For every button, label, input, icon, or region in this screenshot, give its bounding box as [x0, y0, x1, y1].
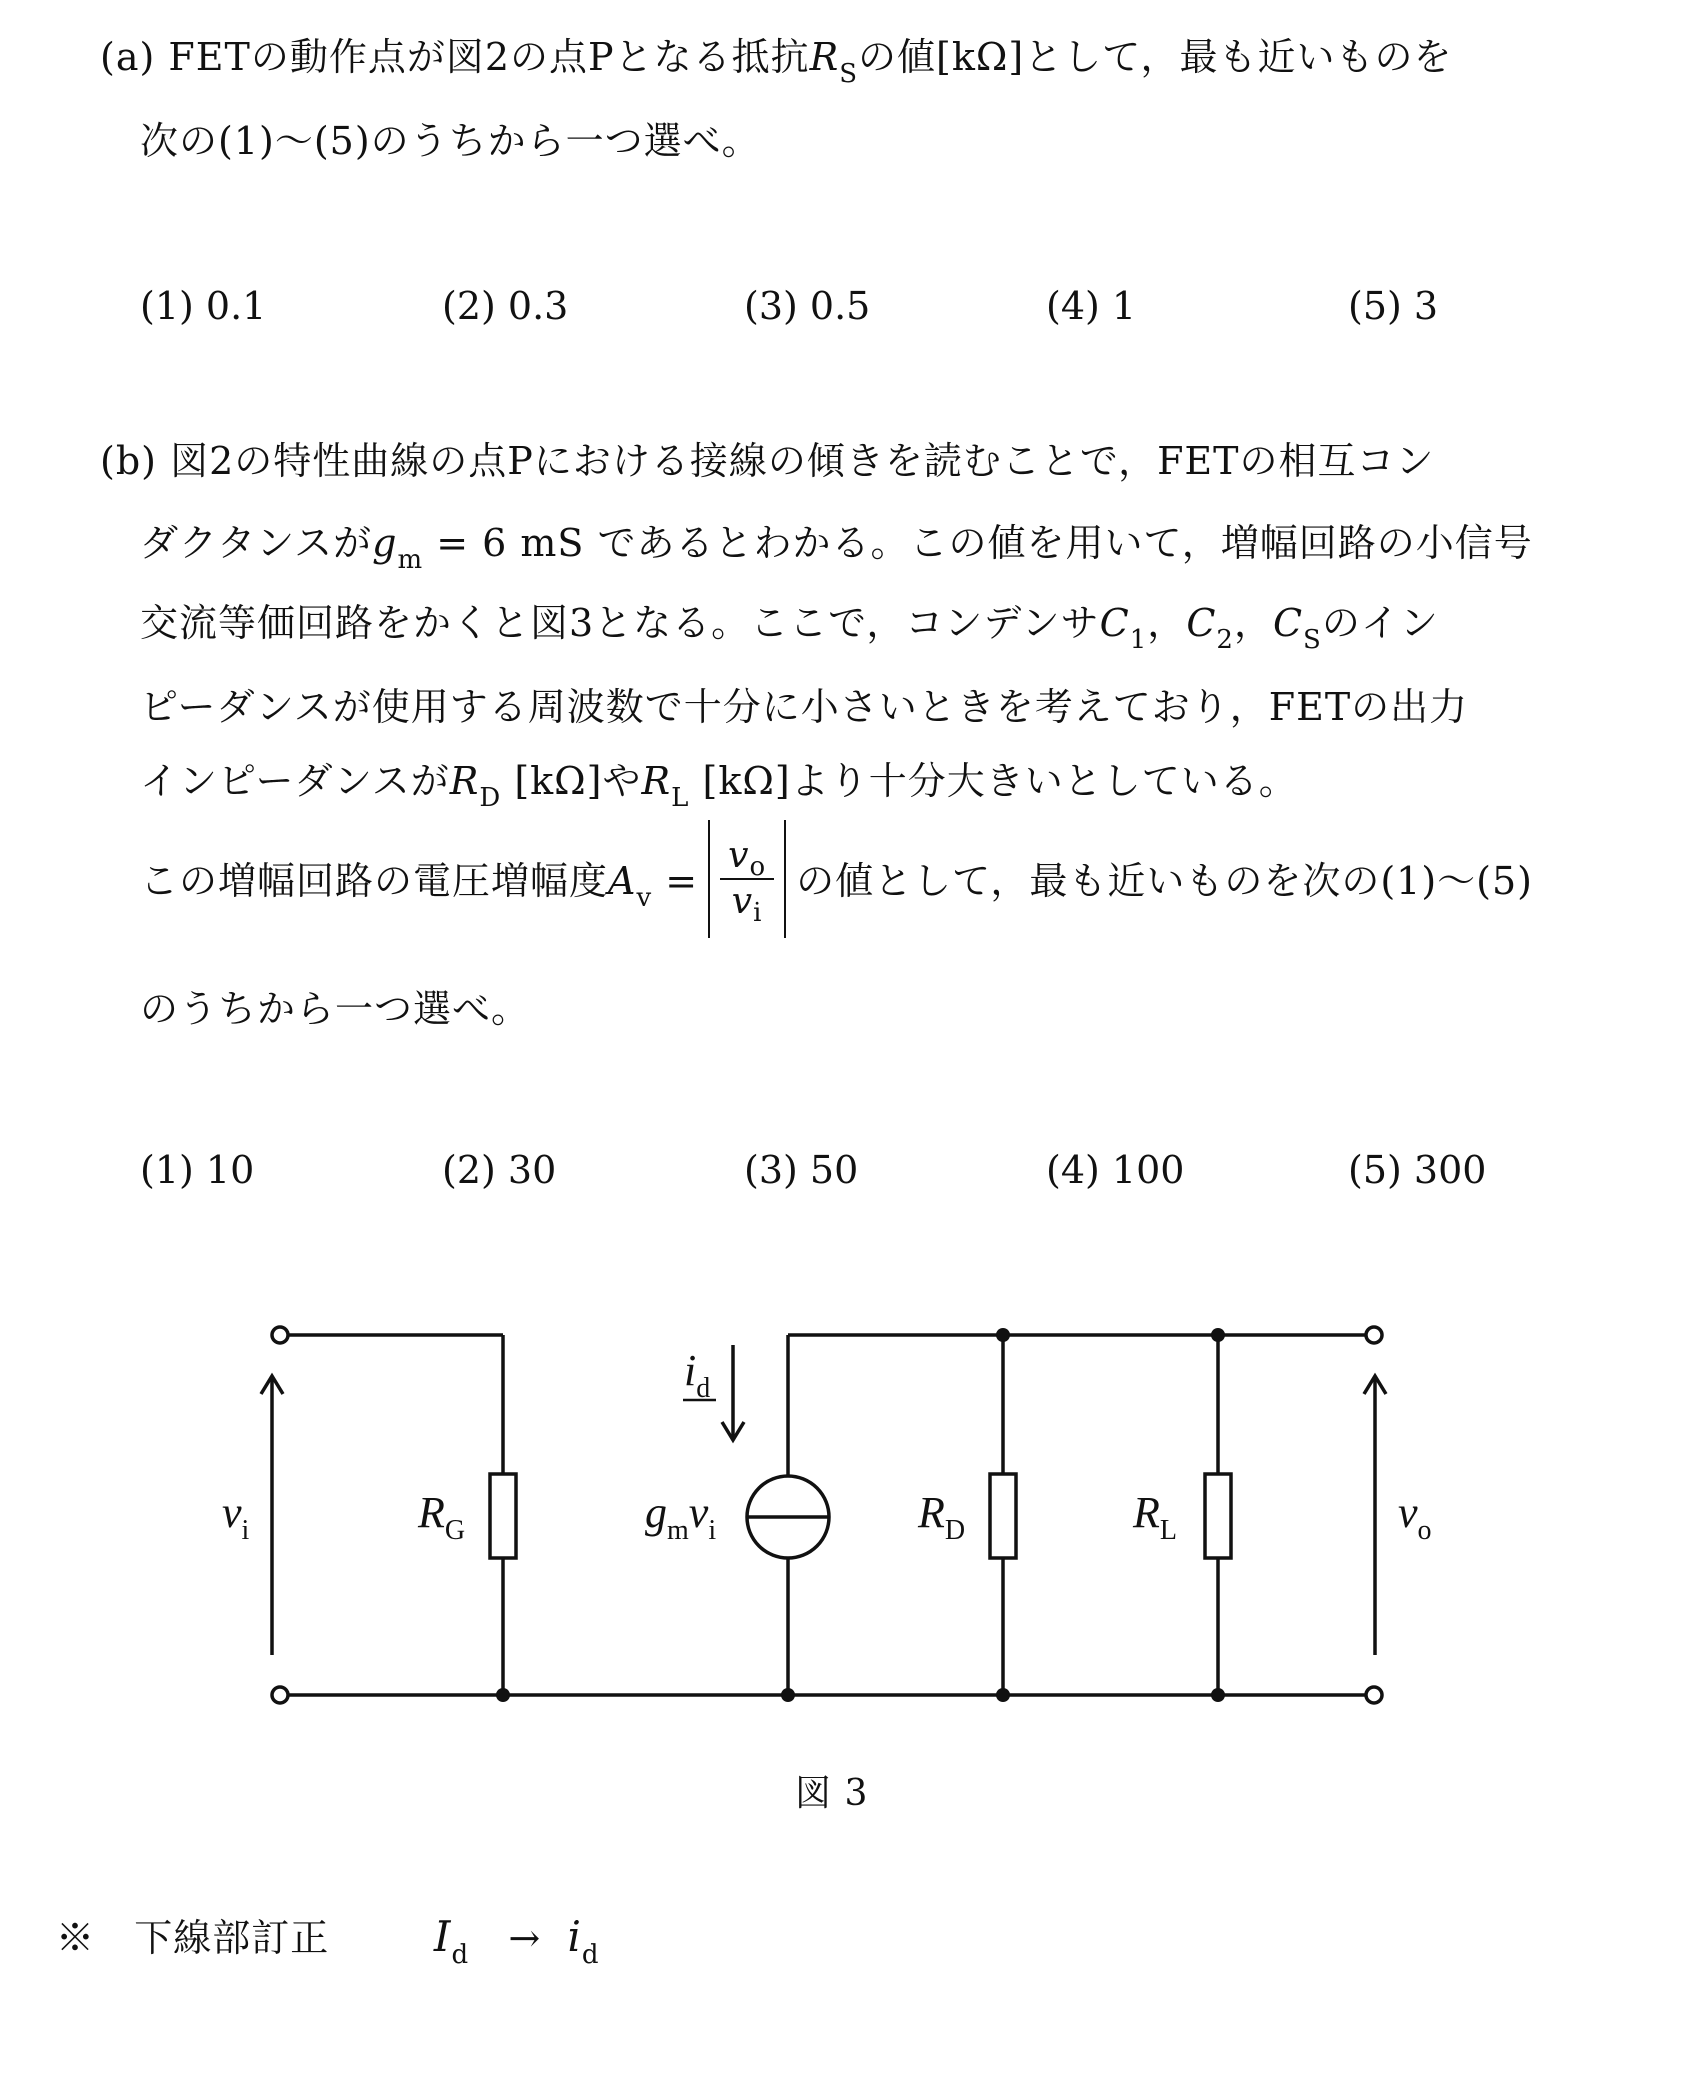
choice-b-2[interactable]: (2) 30 [442, 1148, 557, 1192]
choice-b-4[interactable]: (4) 100 [1046, 1148, 1185, 1192]
junction-rl-top [1211, 1328, 1225, 1342]
junction-rd-bottom [996, 1688, 1010, 1702]
label-rd: $R_D$ [918, 1488, 966, 1546]
junction-rd-top [996, 1328, 1010, 1342]
part-a-label: (a) [100, 35, 156, 79]
choice-a-4[interactable]: (4) 1 [1046, 284, 1137, 328]
note-mark: ※ [56, 1916, 96, 1960]
junction-rl-bottom [1211, 1688, 1225, 1702]
part-b-line-3: 交流等価回路をかくと図3となる。ここで，コンデンサ$C_1$，$C_2$，$C_S$のイン [140, 601, 1439, 655]
resistor-rl [1205, 1474, 1231, 1558]
part-b-line-2: ダクタンスが$g_m = 6$ mS であるとわかる。この値を用いて，増幅回路の小信号 [140, 521, 1533, 575]
arrow-right-icon: → [508, 1916, 542, 1960]
label-rl: $R_L$ [1133, 1488, 1177, 1546]
part-b-line-4: ピーダンスが使用する周波数で十分に小さいときを考えており，FETの出力 [140, 685, 1469, 729]
part-b-line-7: のうちから一つ選べ。 [140, 987, 531, 1031]
label-gm-vi: $g_mv_i$ [645, 1488, 717, 1546]
choice-a-5[interactable]: (5) 3 [1348, 284, 1439, 328]
var-r: R [809, 35, 840, 79]
choice-b-3[interactable]: (3) 50 [744, 1148, 859, 1192]
part-a-line-2: 次の(1)～(5)のうちから一つ選べ。 [140, 119, 761, 163]
terminal-out-bottom [1366, 1687, 1382, 1703]
resistor-rd [990, 1474, 1016, 1558]
terminal-in-bottom [272, 1687, 288, 1703]
resistor-rg [490, 1474, 516, 1558]
label-vi: $v_i$ [222, 1488, 250, 1546]
choice-a-1[interactable]: (1) 0.1 [140, 284, 267, 328]
part-a-line-1: (a) FETの動作点が図2の点Pとなる抵抗$R_S$の値[kΩ]として，最も近いものを [100, 35, 1453, 89]
part-b-line-1: (b) 図2の特性曲線の点Pにおける接線の傾きを読むことで，FETの相互コン [100, 439, 1435, 483]
choice-b-5[interactable]: (5) 300 [1348, 1148, 1487, 1192]
gain-fraction: $\frac{v_o}{v_i}$ [720, 834, 774, 922]
terminal-in-top [272, 1327, 288, 1343]
var-av: A [608, 859, 637, 903]
part-b-label: (b) [100, 439, 157, 483]
junction-rg-bottom [496, 1688, 510, 1702]
label-vo: $v_o$ [1398, 1488, 1432, 1546]
figure-caption: 図 3 [795, 1773, 869, 1814]
choice-a-3[interactable]: (3) 0.5 [744, 284, 871, 328]
terminal-out-top [1366, 1327, 1382, 1343]
part-b-line-5: インピーダンスが$R_D$ [kΩ]や$R_L$ [kΩ]より十分大きいとしている。 [140, 759, 1298, 813]
part-b-line-6: この増幅回路の電圧増幅度$A_v$ = $\frac{v_o}{v_i}$ の値として，最も近いものを次の(1)～(5) [140, 822, 1533, 945]
junction-source-bottom [781, 1688, 795, 1702]
choice-b-1[interactable]: (1) 10 [140, 1148, 255, 1192]
correction-note: ※ 下線部訂正 $I_d$ → $i_d$ [56, 1912, 600, 1970]
sub-s: S [839, 59, 859, 89]
label-id: $i_d$ [684, 1346, 711, 1404]
label-rg: $R_G$ [418, 1488, 466, 1546]
choice-a-2[interactable]: (2) 0.3 [442, 284, 569, 328]
